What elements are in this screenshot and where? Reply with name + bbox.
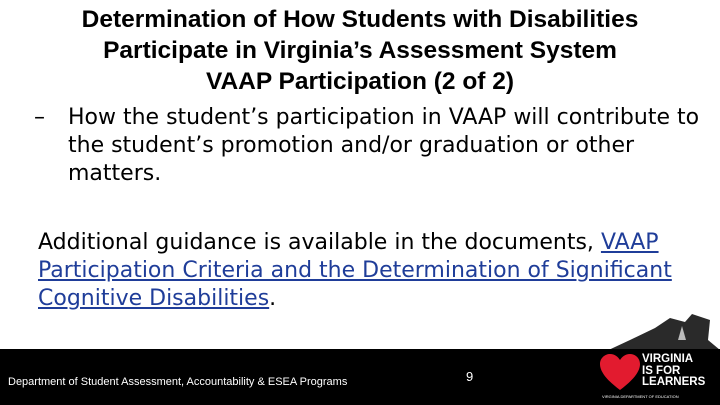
virginia-is-for-learners-logo <box>598 352 718 404</box>
page-number: 9 <box>466 369 474 384</box>
logo-subtitle: VIRGINIA DEPARTMENT OF EDUCATION <box>602 394 679 399</box>
footer-department: Department of Student Assessment, Accountability & ESEA Programs <box>8 376 348 388</box>
guidance-prefix: Additional guidance is available in the documents, <box>38 230 601 255</box>
slide-title <box>0 4 720 97</box>
heart-icon <box>600 354 640 392</box>
title-line-2: Participate in Virginia’s Assessment System <box>103 37 617 64</box>
title-line-1: Determination of How Students with Disabilities <box>81 6 639 33</box>
bullet-text: How the student’s participation in VAAP will contribute to the student’s promotion and/or graduation or other matters. <box>68 105 700 186</box>
logo-line-2: IS FOR <box>642 364 681 377</box>
title-line-3: VAAP Participation (2 of 2) <box>205 68 515 95</box>
logo-text <box>642 354 705 389</box>
bullet-dash: – <box>34 105 45 130</box>
logo-line-1: VIRGINIA <box>642 353 694 365</box>
guidance-paragraph <box>38 229 698 313</box>
logo-line-3: LEARNERS <box>642 376 706 388</box>
guidance-suffix: . <box>269 286 277 311</box>
bullet-item <box>34 104 704 188</box>
guidance-link[interactable]: VAAP Participation Criteria and the Determination of Significant Cognitive Disabilities <box>38 230 672 311</box>
